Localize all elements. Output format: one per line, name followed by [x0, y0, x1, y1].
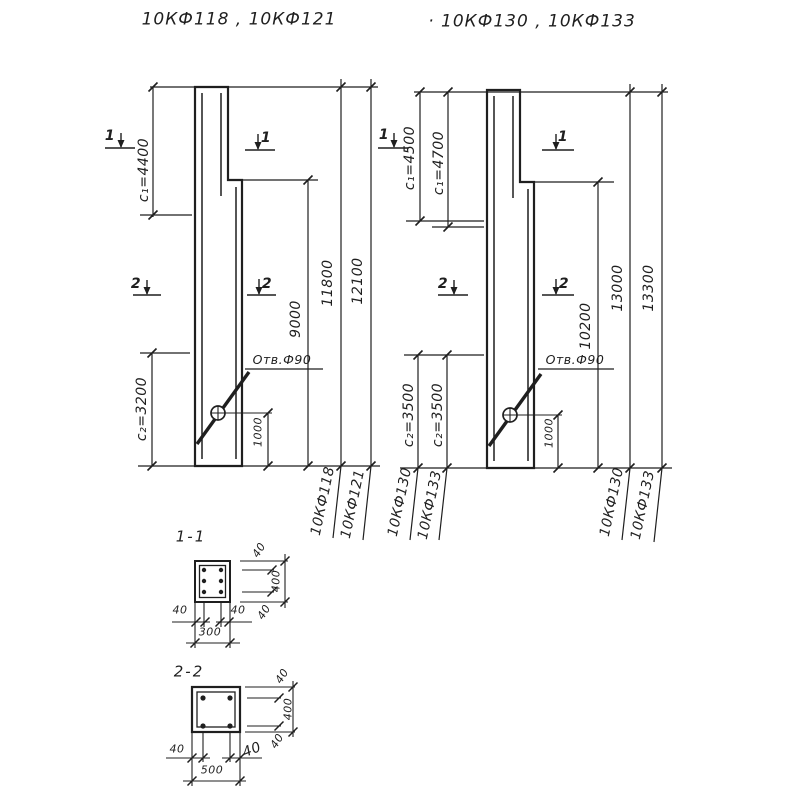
cut-2-right-a: 2 [437, 276, 449, 292]
title-left: 10КФ118 , 10КФ121 [141, 9, 337, 30]
title-right: · 10КФ130 , 10КФ133 [428, 11, 636, 32]
cut-2-left-b: 2 [261, 276, 273, 292]
cut-1-left-b: 1 [260, 130, 272, 146]
mark-b-left: 10КФ121 [337, 468, 369, 540]
left-cut-marks [105, 130, 276, 295]
section-2-2-title: 2-2 [173, 662, 205, 681]
s22-cover-left: 40 [169, 742, 185, 756]
dim-shaft-right: 10200 [578, 302, 594, 350]
dim-c1-b-right: с₁=4700 [431, 130, 447, 196]
s22-cover-bottom: 40 [267, 731, 287, 751]
section-1-1-title: 1-1 [175, 527, 207, 546]
dim-c1-a-right: с₁=4500 [402, 125, 418, 191]
mark-b-right-right-side: 10КФ133 [627, 469, 659, 541]
mark-a-right-right-side: 10КФ130 [596, 466, 628, 538]
s11-width: 300 [198, 625, 222, 639]
cut-1-right-a: 1 [378, 127, 390, 143]
cut-1-left-a: 1 [104, 128, 116, 144]
s11-cover-left: 40 [172, 603, 188, 617]
dim-total-b-right: 13300 [641, 264, 657, 312]
mark-a-left: 10КФ118 [307, 465, 339, 537]
dim-total-b-left: 12100 [350, 257, 366, 305]
dim-total-a-right: 13000 [610, 264, 626, 312]
left-column-rebar-lines [202, 93, 236, 459]
s11-cover-right: 40 [230, 603, 246, 617]
dim-c2-b-right: с₂=3500 [430, 382, 446, 448]
s11-cover-top: 40 [249, 540, 269, 560]
s11-cover-bottom: 40 [254, 602, 274, 622]
dim-total-a-left: 11800 [320, 259, 336, 307]
left-dimension-lines [138, 79, 380, 540]
cut-2-left-a: 2 [130, 276, 142, 292]
hole-label-right: Отв.Ф90 [545, 351, 605, 367]
dim-shaft-left: 9000 [288, 300, 304, 338]
dim-c2-a-right: с₂=3500 [401, 382, 417, 448]
mark-b-right-left-side: 10КФ133 [414, 469, 446, 541]
section-1-1-rebar-dots [202, 568, 223, 594]
dim-c1-left: с₁=4400 [136, 137, 152, 203]
hole-offset-right: 1000 [542, 418, 556, 448]
s11-height: 400 [269, 569, 283, 593]
cut-2-right-b: 2 [558, 276, 570, 292]
section-2-2-rebar-dots [200, 695, 232, 728]
mark-a-right-left-side: 10КФ130 [384, 466, 416, 538]
hole-offset-left: 1000 [251, 417, 265, 447]
s22-cover-right: 40 [240, 739, 264, 761]
section-1-1-linework [172, 554, 290, 648]
dim-c2-left: с₂=3200 [134, 376, 150, 442]
hole-label-left: Отв.Ф90 [252, 351, 312, 367]
s22-width: 500 [200, 763, 224, 777]
s22-height: 400 [281, 697, 295, 721]
right-column-rebar-lines [494, 96, 528, 461]
cut-1-right-b: 1 [557, 129, 569, 145]
s22-cover-top: 40 [272, 666, 292, 686]
